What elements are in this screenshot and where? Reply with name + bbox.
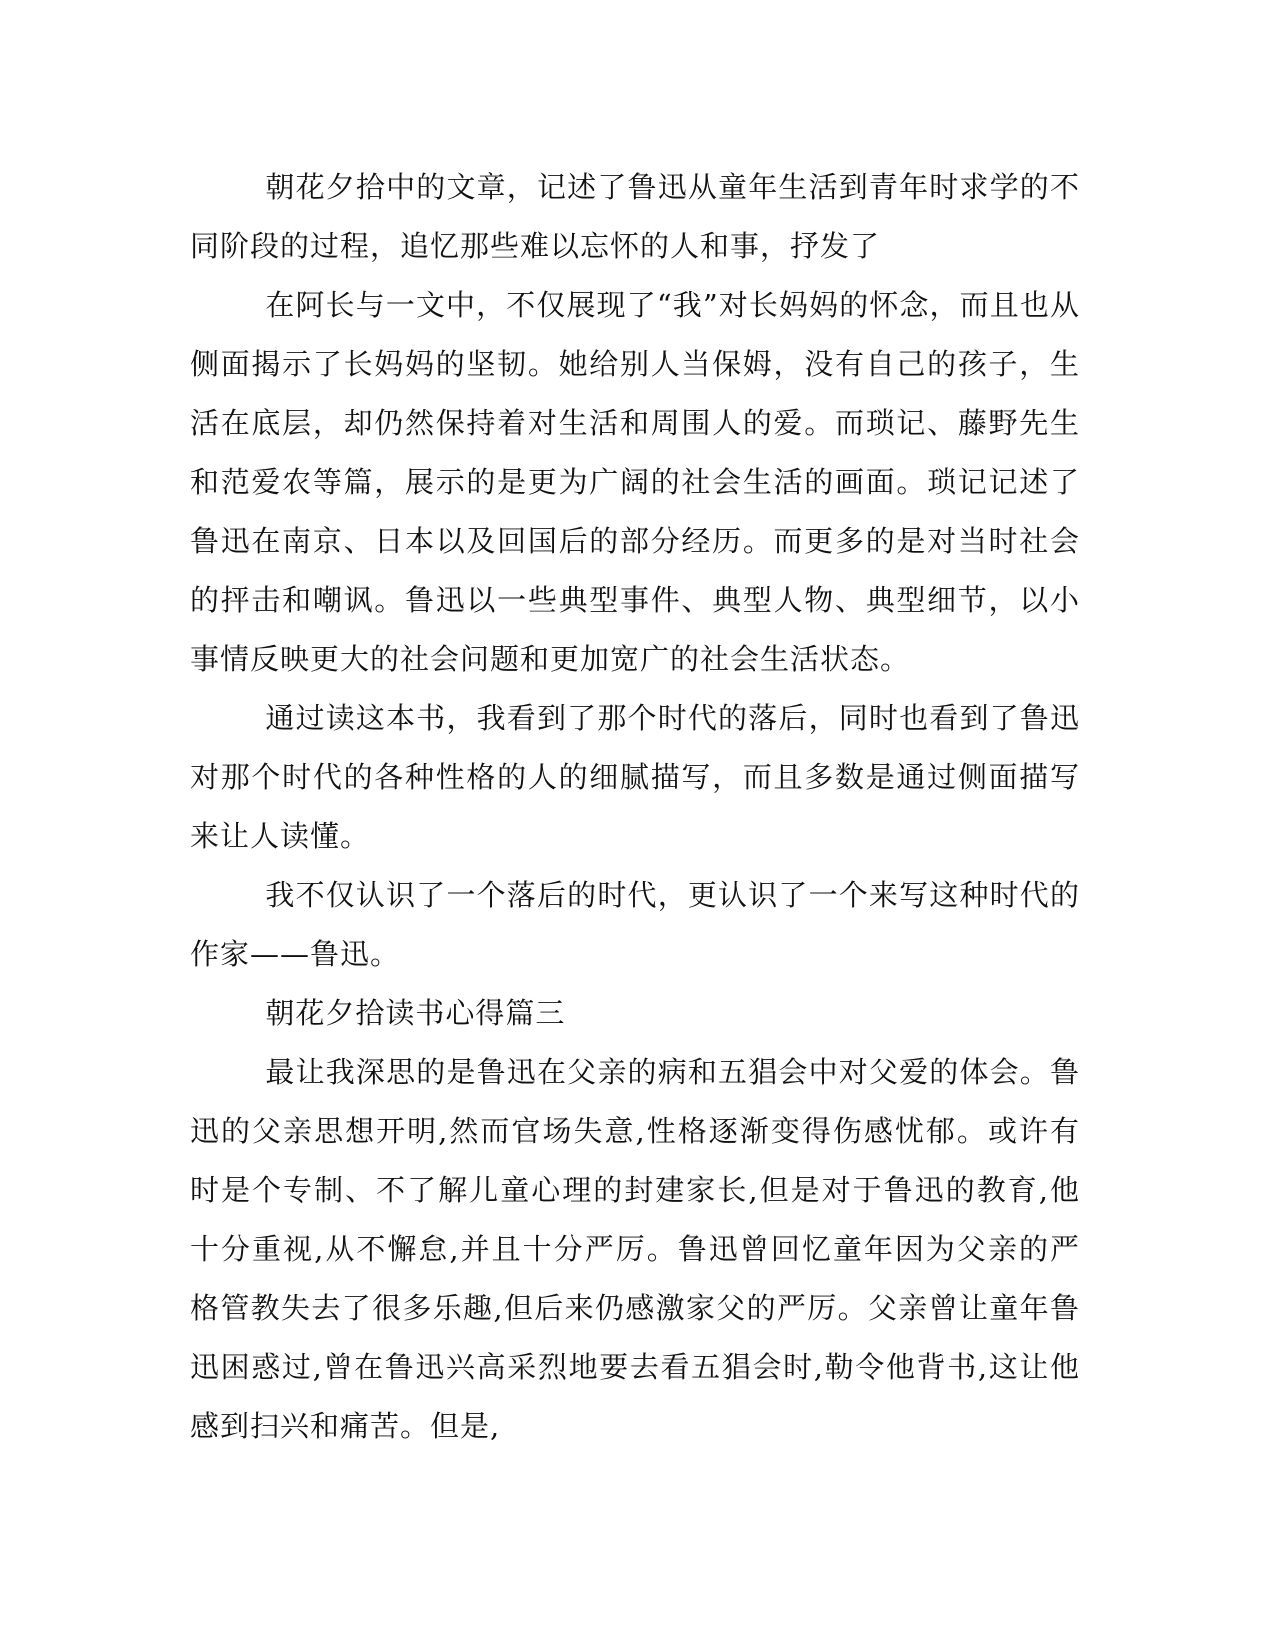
document-body (190, 158, 1080, 1456)
paragraph-father: 最让我深思的是鲁迅在父亲的病和五猖会中对父爱的体会。鲁迅的父亲思想开明,然而官场失意,性格逐渐变得伤感忧郁。或许有时是个专制、不了解儿童心理的封建家长,但是对于鲁迅的教育,他十分重视,从不懈怠,并且十分严厉。鲁迅曾回忆童年因为父亲的严格管教失去了很多乐趣,但后来仍感激家父的严厉。父亲曾让童年鲁迅困惑过,曾在鲁迅兴高采烈地要去看五猖会时,勒令他背书,这让他感到扫兴和痛苦。但是, (190, 1055, 1080, 1443)
section-heading: 朝花夕拾读书心得篇三 (265, 996, 566, 1030)
paragraph-reading-reflection: 通过读这本书，我看到了那个时代的落后，同时也看到了鲁迅对那个时代的各种性格的人的细腻描写，而且多数是通过侧面描写来让人读懂。 (190, 701, 1080, 853)
paragraph-achang: 在阿长与一文中，不仅展现了“我”对长妈妈的怀念，而且也从侧面揭示了长妈妈的坚韧。她给别人当保姆，没有自己的孩子，生活在底层，却仍然保持着对生活和周围人的爱。而琐记、藤野先生和范爱农等篇，展示的是更为广阔的社会生活的画面。琐记记述了鲁迅在南京、日本以及回国后的部分经历。而更多的是对当时社会的抨击和嘲讽。鲁迅以一些典型事件、典型人物、典型细节，以小事情反映更大的社会问题和更加宽广的社会生活状态。 (190, 288, 1080, 676)
paragraph-intro: 朝花夕拾中的文章，记述了鲁迅从童年生活到青年时求学的不同阶段的过程，追忆那些难以忘怀的人和事，抒发了 (190, 170, 1080, 263)
paragraph-author: 我不仅认识了一个落后的时代，更认识了一个来写这种时代的作家——鲁迅。 (190, 878, 1080, 971)
